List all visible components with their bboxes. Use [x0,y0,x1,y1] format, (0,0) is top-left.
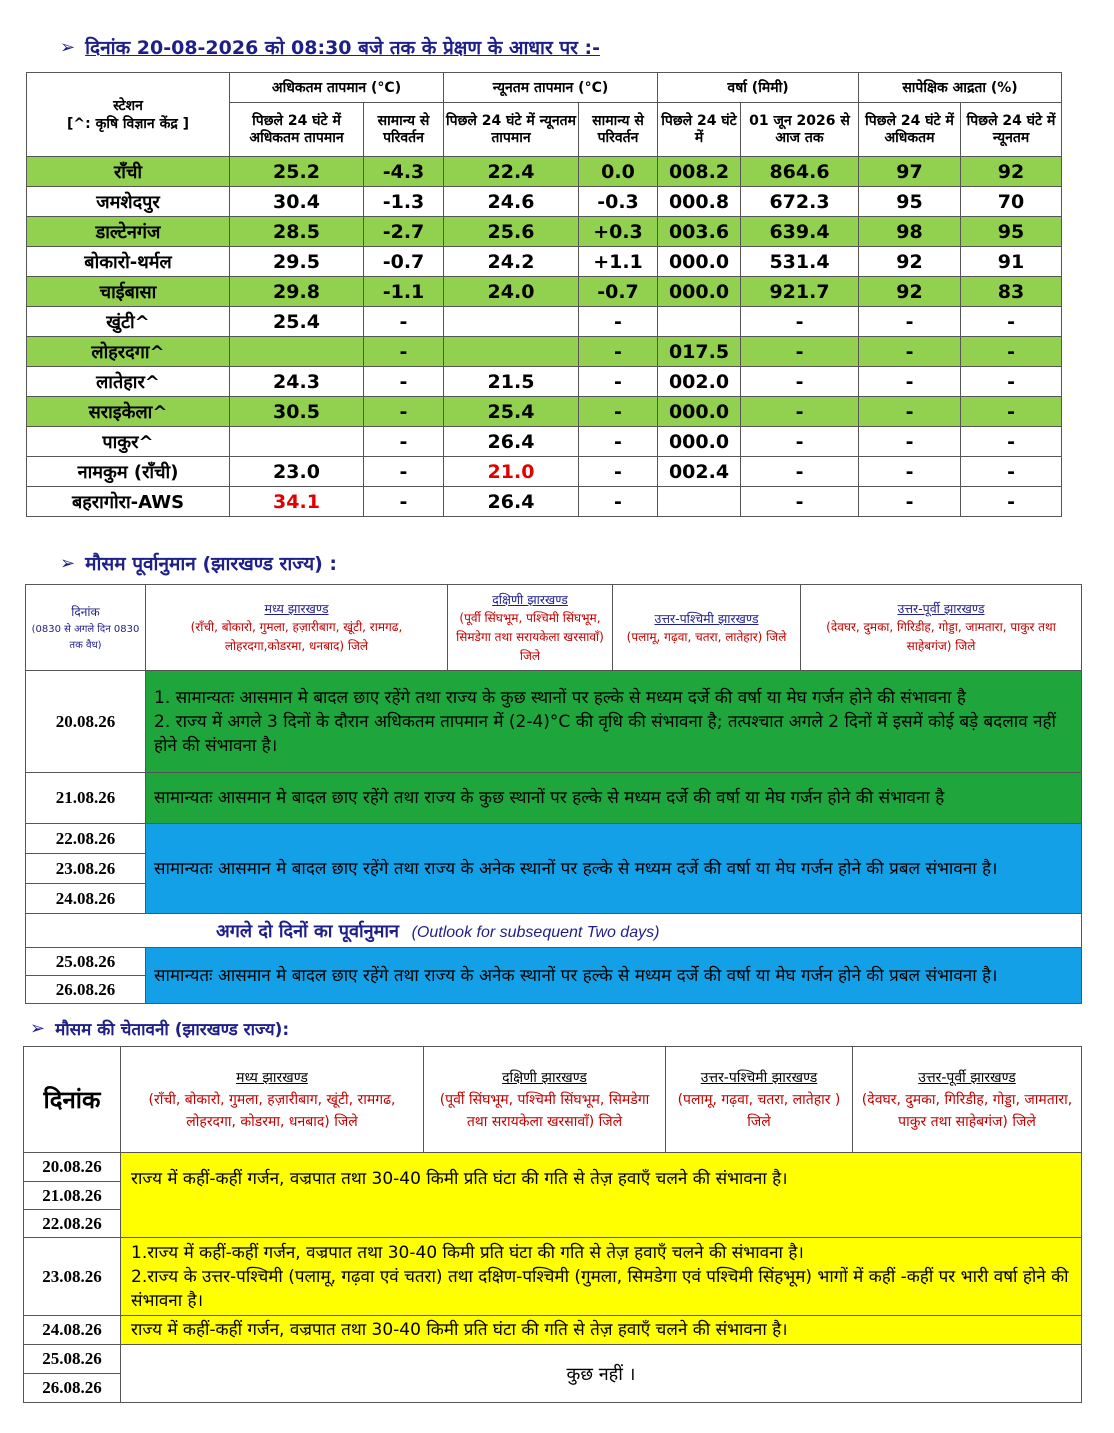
station-value: - [859,337,961,367]
station-value: 28.5 [230,217,364,247]
station-value: 22.4 [444,157,579,187]
station-value: - [961,457,1062,487]
warning-table [23,1046,1082,1403]
warning-date: 22.08.26 [24,1210,121,1238]
subheader: 01 जून 2026 से आज तक [741,103,859,157]
station-value: -1.3 [364,187,444,217]
station-value: 26.4 [444,427,579,457]
station-value [230,337,364,367]
subheader: पिछले 24 घंटे में अधिकतम [859,103,961,157]
station-value: 26.4 [444,487,579,517]
station-value: 531.4 [741,247,859,277]
station-value: 000.0 [658,247,741,277]
station-value: 639.4 [741,217,859,247]
station-value: 25.4 [230,307,364,337]
warning-text: राज्य में कहीं-कहीं गर्जन, वज्रपात तथा 30-40 किमी प्रति घंटा की गति से तेज़ हवाएँ चलने की संभावना है। [121,1316,1082,1345]
region-north-east: उत्तर-पूर्वी झारखण्ड (देवघर, दुमका, गिरिडीह, गोड्डा, जामतारा, पाकुर तथा साहेबगंज) जिले [801,585,1082,671]
station-name: लोहरदगा^ [27,337,230,367]
subheader: पिछले 24 घंटे में न्यूनतम तापमान [444,103,579,157]
subheader: पिछले 24 घंटे में न्यूनतम [961,103,1062,157]
station-row [27,337,1062,367]
warning-date-header: दिनांक [24,1047,121,1153]
forecast-date: 25.08.26 [26,948,146,976]
station-name: नामकुम (राँची) [27,457,230,487]
station-value: 002.4 [658,457,741,487]
station-value: - [741,337,859,367]
station-value: - [859,367,961,397]
station-value: - [364,427,444,457]
station-value: - [579,307,658,337]
station-value: 017.5 [658,337,741,367]
station-row [27,397,1062,427]
observation-section-title: ➢ दिनांक 20-08-2026 को 08:30 बजे तक के प्रेक्षण के आधार पर :- [60,36,601,59]
station-name: जमशेदपुर [27,187,230,217]
station-value: 24.2 [444,247,579,277]
station-row [27,187,1062,217]
station-value: 000.0 [658,277,741,307]
station-value: 92 [961,157,1062,187]
station-value: 92 [859,277,961,307]
min-temp-header: न्यूनतम तापमान (°C) [444,73,658,103]
forecast-text: सामान्यतः आसमान मे बादल छाए रहेंगे तथा राज्य के अनेक स्थानों पर हल्के से मध्यम दर्जे की वर्षा या मेघ गर्जन होने की प्रबल संभावना है। [146,948,1082,1004]
warning-text: 1.राज्य में कहीं-कहीं गर्जन, वज्रपात तथा 30-40 किमी प्रति घंटा की गति से तेज़ हवाएँ चलने की संभावना है। 2.राज्य के उत्तर-पश्चिमी (पलामू, गढ़वा एवं चतरा) तथा दक्षिण-पश्चिमी (गुमला, सिमडेगा एवं पश्चिमी सिंहभूम) भागों में कहीं -कहीं पर भारी वर्षा होने की संभावना है। [121,1238,1082,1316]
arrow-bullet-icon: ➢ [30,1018,46,1039]
forecast-text: 1. सामान्यतः आसमान मे बादल छाए रहेंगे तथा राज्य के कुछ स्थानों पर हल्के से मध्यम दर्जे की वर्षा या मेघ गर्जन होने की संभावना है 2. राज्य में अगले 3 दिनों के दौरान अधिकतम तापमान में (2-4)°C की वृधि की संभावना है; तत्पश्चात अगले 2 दिनों में इसमें कोई बड़े बदलाव नहीं होने की संभावना है। [146,671,1082,773]
station-value [658,487,741,517]
station-value [444,337,579,367]
station-row [27,367,1062,397]
station-value: - [579,337,658,367]
station-value: 000.0 [658,427,741,457]
station-value: 0.0 [579,157,658,187]
station-row [27,307,1062,337]
station-row [27,217,1062,247]
station-value: - [579,487,658,517]
station-name: बोकारो-थर्मल [27,247,230,277]
warning-section-title: ➢ मौसम की चेतावनी (झारखण्ड राज्य): [30,1018,290,1040]
station-value: - [579,457,658,487]
station-name: लातेहार^ [27,367,230,397]
region-south: दक्षिणी झारखण्ड (पूर्वी सिंघभूम, पश्चिमी सिंघभूम, सिमडेगा तथा सरायकेला खरसावाँ) जिले [448,585,613,671]
station-value: 24.3 [230,367,364,397]
station-value: 83 [961,277,1062,307]
station-value: - [741,487,859,517]
warning-date: 24.08.26 [24,1316,121,1345]
station-header: स्टेशन [^: कृषि विज्ञान केंद्र ] [27,73,230,157]
station-name: चाईबासा [27,277,230,307]
station-row [27,277,1062,307]
station-value: 29.5 [230,247,364,277]
station-value: 921.7 [741,277,859,307]
station-value: 003.6 [658,217,741,247]
forecast-text: सामान्यतः आसमान मे बादल छाए रहेंगे तथा राज्य के कुछ स्थानों पर हल्के से मध्यम दर्जे की वर्षा या मेघ गर्जन होने की संभावना है [146,773,1082,824]
station-value: 70 [961,187,1062,217]
arrow-bullet-icon: ➢ [60,552,76,574]
station-value: 25.2 [230,157,364,187]
station-value: - [859,397,961,427]
station-row [27,427,1062,457]
station-value: 97 [859,157,961,187]
subheader: सामान्य से परिवर्तन [364,103,444,157]
station-value: 002.0 [658,367,741,397]
forecast-text: सामान्यतः आसमान मे बादल छाए रहेंगे तथा राज्य के अनेक स्थानों पर हल्के से मध्यम दर्जे की वर्षा या मेघ गर्जन होने की प्रबल संभावना है। [146,824,1082,914]
forecast-date: 20.08.26 [26,671,146,773]
station-value: - [364,397,444,427]
station-name: सराइकेला^ [27,397,230,427]
station-row [27,487,1062,517]
station-value: 30.4 [230,187,364,217]
station-value: 25.4 [444,397,579,427]
station-name: खुंटी^ [27,307,230,337]
station-value: 672.3 [741,187,859,217]
station-value: -2.7 [364,217,444,247]
region-north-west: उत्तर-पश्चिमी झारखण्ड (पलामू, गढ़वा, चतरा, लातेहार) जिले [613,585,801,671]
station-value: 21.5 [444,367,579,397]
station-name: बहरागोरा-AWS [27,487,230,517]
station-value: 34.1 [230,487,364,517]
station-value: 23.0 [230,457,364,487]
region-south: दक्षिणी झारखण्ड (पूर्वी सिंघभूम, पश्चिमी सिंघभूम, सिमडेगा तथा सरायकेला खरसावाँ) जिले [424,1047,666,1153]
station-value: - [364,457,444,487]
humidity-header: सापेक्षिक आद्रता (%) [859,73,1062,103]
station-value: -1.1 [364,277,444,307]
station-value: - [579,397,658,427]
region-north-west: उत्तर-पश्चिमी झारखण्ड (पलामू, गढ़वा, चतरा, लातेहार ) जिले [666,1047,853,1153]
warning-date: 26.08.26 [24,1374,121,1403]
station-value: - [859,457,961,487]
warning-text: कुछ नहीं । [121,1345,1082,1403]
observation-table [26,72,1062,517]
max-temp-header: अधिकतम तापमान (°C) [230,73,444,103]
station-value: - [741,457,859,487]
outlook-heading: अगले दो दिनों का पूर्वानुमान (Outlook for subsequent Two days) [26,914,1082,948]
station-value: - [961,487,1062,517]
station-value: 30.5 [230,397,364,427]
station-value: -4.3 [364,157,444,187]
station-value: - [859,487,961,517]
station-value: - [961,427,1062,457]
station-value: 92 [859,247,961,277]
station-value: - [579,367,658,397]
station-value: +1.1 [579,247,658,277]
station-value: - [579,427,658,457]
station-value: +0.3 [579,217,658,247]
station-value: - [859,307,961,337]
forecast-date: 24.08.26 [26,884,146,914]
station-value: 25.6 [444,217,579,247]
station-value: - [364,367,444,397]
station-name: डाल्टेनगंज [27,217,230,247]
station-value: - [741,307,859,337]
station-value: - [364,307,444,337]
forecast-table [25,584,1082,1004]
station-value: -0.3 [579,187,658,217]
region-central: मध्य झारखण्ड (राँची, बोकारो, गुमला, हज़ारीबाग, खूंटी, रामगढ, लोहरदगा,कोडरमा, धनबाद) जिले [146,585,448,671]
station-value: - [961,337,1062,367]
station-value: 95 [859,187,961,217]
station-name: पाकुर^ [27,427,230,457]
forecast-date: 22.08.26 [26,824,146,854]
station-value: 008.2 [658,157,741,187]
station-value: - [741,427,859,457]
station-value: 24.0 [444,277,579,307]
station-value [230,427,364,457]
station-row [27,247,1062,277]
station-value: - [364,487,444,517]
warning-text: राज्य में कहीं-कहीं गर्जन, वज्रपात तथा 30-40 किमी प्रति घंटा की गति से तेज़ हवाएँ चलने की संभावना है। [121,1153,1082,1238]
station-value: 24.6 [444,187,579,217]
station-row [27,457,1062,487]
station-value: - [741,397,859,427]
station-value: 29.8 [230,277,364,307]
forecast-date: 21.08.26 [26,773,146,824]
station-row [27,157,1062,187]
station-value: 000.0 [658,397,741,427]
warning-date: 21.08.26 [24,1182,121,1210]
station-value [444,307,579,337]
rainfall-header: वर्षा (मिमी) [658,73,859,103]
forecast-date: 23.08.26 [26,854,146,884]
station-value: 21.0 [444,457,579,487]
station-value: -0.7 [364,247,444,277]
arrow-bullet-icon: ➢ [60,36,76,58]
station-value: - [961,307,1062,337]
station-value: 91 [961,247,1062,277]
warning-date: 20.08.26 [24,1153,121,1182]
station-value: - [961,367,1062,397]
station-value: - [364,337,444,367]
station-value: 864.6 [741,157,859,187]
station-value: 95 [961,217,1062,247]
station-value: 98 [859,217,961,247]
station-value: - [741,367,859,397]
warning-date: 23.08.26 [24,1238,121,1316]
forecast-section-title: ➢ मौसम पूर्वानुमान (झारखण्ड राज्य) : [60,552,338,575]
station-value: -0.7 [579,277,658,307]
station-name: राँची [27,157,230,187]
warning-date: 25.08.26 [24,1345,121,1374]
subheader: पिछले 24 घंटे में अधिकतम तापमान [230,103,364,157]
station-value: - [961,397,1062,427]
station-value [658,307,741,337]
station-value: - [859,427,961,457]
forecast-date-header: दिनांक (0830 से अगले दिन 0830 तक वैध) [26,585,146,671]
forecast-date: 26.08.26 [26,976,146,1004]
region-central: मध्य झारखण्ड (राँची, बोकारो, गुमला, हज़ारीबाग, खूंटी, रामगढ, लोहरदगा, कोडरमा, धनबाद) जिले [121,1047,424,1153]
region-north-east: उत्तर-पूर्वी झारखण्ड (देवघर, दुमका, गिरिडीह, गोड्डा, जामतारा, पाकुर तथा साहेबगंज) जिले [853,1047,1082,1153]
station-value: 000.8 [658,187,741,217]
subheader: पिछले 24 घंटे में [658,103,741,157]
subheader: सामान्य से परिवर्तन [579,103,658,157]
